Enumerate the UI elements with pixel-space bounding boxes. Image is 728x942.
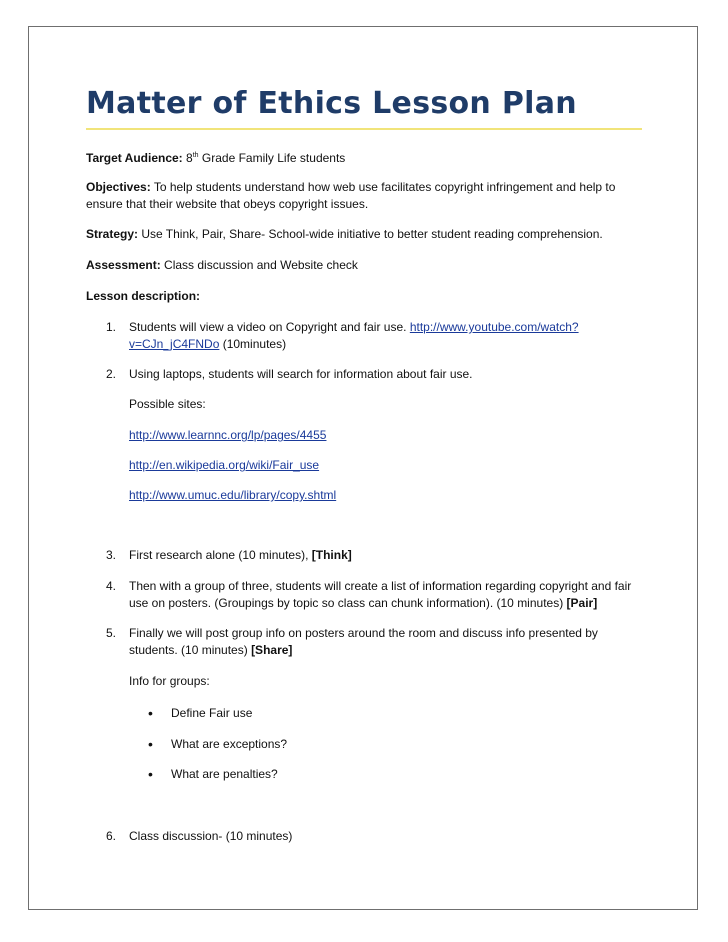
site-link-umuc[interactable]: http://www.umuc.edu/library/copy.shtml xyxy=(129,488,337,502)
strategy-label: Strategy: xyxy=(86,227,139,241)
strategy-line xyxy=(86,226,603,242)
objectives-line-1 xyxy=(86,179,615,195)
title-underline xyxy=(86,128,642,130)
site-link-wikipedia[interactable]: http://en.wikipedia.org/wiki/Fair_use xyxy=(129,458,320,472)
item-4-line-2 xyxy=(129,595,597,611)
info-for-groups-label: Info for groups: xyxy=(129,674,210,688)
objectives-line-2: ensure that their website that obeys copyright issues. xyxy=(86,197,369,211)
bullet-icon: • xyxy=(148,736,153,752)
item-1-line-1 xyxy=(129,319,579,335)
item-6-text: Class discussion- (10 minutes) xyxy=(129,829,293,843)
grade-number: 8 xyxy=(186,151,193,165)
bullet-item: What are exceptions? xyxy=(171,737,288,751)
item-3-line xyxy=(129,547,352,563)
objectives-text-1: To help students understand how web use facilitates copyright infringement and help to xyxy=(150,180,616,194)
youtube-link-part-2[interactable]: v=CJn_jC4FNDo xyxy=(129,337,220,351)
item-1-line-2 xyxy=(129,336,286,352)
item-number: 3. xyxy=(106,548,117,562)
possible-sites-label: Possible sites: xyxy=(129,397,206,411)
site-link-learnnc[interactable]: http://www.learnnc.org/lp/pages/4455 xyxy=(129,428,327,442)
page-title: Matter of Ethics Lesson Plan xyxy=(86,86,577,121)
item-number: 4. xyxy=(106,579,117,593)
pair-tag: [Pair] xyxy=(566,596,598,610)
bullet-icon: • xyxy=(148,705,153,721)
target-audience-line xyxy=(86,150,345,166)
item-5-line-2 xyxy=(129,642,292,658)
assessment-label: Assessment: xyxy=(86,258,161,272)
target-audience-label: Target Audience: xyxy=(86,151,183,165)
assessment-line xyxy=(86,257,358,273)
strategy-text: Use Think, Pair, Share- School-wide initiative to better student reading comprehension. xyxy=(138,227,603,241)
bullet-icon: • xyxy=(148,766,153,782)
think-tag: [Think] xyxy=(311,548,352,562)
target-audience-text: Grade Family Life students xyxy=(198,151,346,165)
bullet-item: What are penalties? xyxy=(171,767,278,781)
grade-superscript: th xyxy=(192,152,199,159)
youtube-link-part-1[interactable]: http://www.youtube.com/watch? xyxy=(409,320,579,334)
item-1-text: Students will view a video on Copyright and fair use. xyxy=(129,320,410,334)
assessment-text: Class discussion and Website check xyxy=(160,258,358,272)
item-number: 5. xyxy=(106,626,117,640)
lesson-description-label: Lesson description: xyxy=(86,289,201,303)
bullet-item: Define Fair use xyxy=(171,706,253,720)
item-number: 1. xyxy=(106,320,117,334)
item-5-text-2: students. (10 minutes) xyxy=(129,643,252,657)
share-tag: [Share] xyxy=(251,643,293,657)
item-2-text: Using laptops, students will search for information about fair use. xyxy=(129,367,473,381)
item-4-line-1: Then with a group of three, students will create a list of information regarding copyright and fair xyxy=(129,579,632,593)
item-4-text-2: use on posters. (Groupings by topic so class can chunk information). (10 minutes) xyxy=(129,596,567,610)
item-5-line-1: Finally we will post group info on posters around the room and discuss info presented by xyxy=(129,626,598,640)
item-number: 2. xyxy=(106,367,117,381)
item-3-text: First research alone (10 minutes), xyxy=(129,548,312,562)
item-1-duration: (10minutes) xyxy=(219,337,287,351)
item-number: 6. xyxy=(106,829,117,843)
objectives-label: Objectives: xyxy=(86,180,151,194)
